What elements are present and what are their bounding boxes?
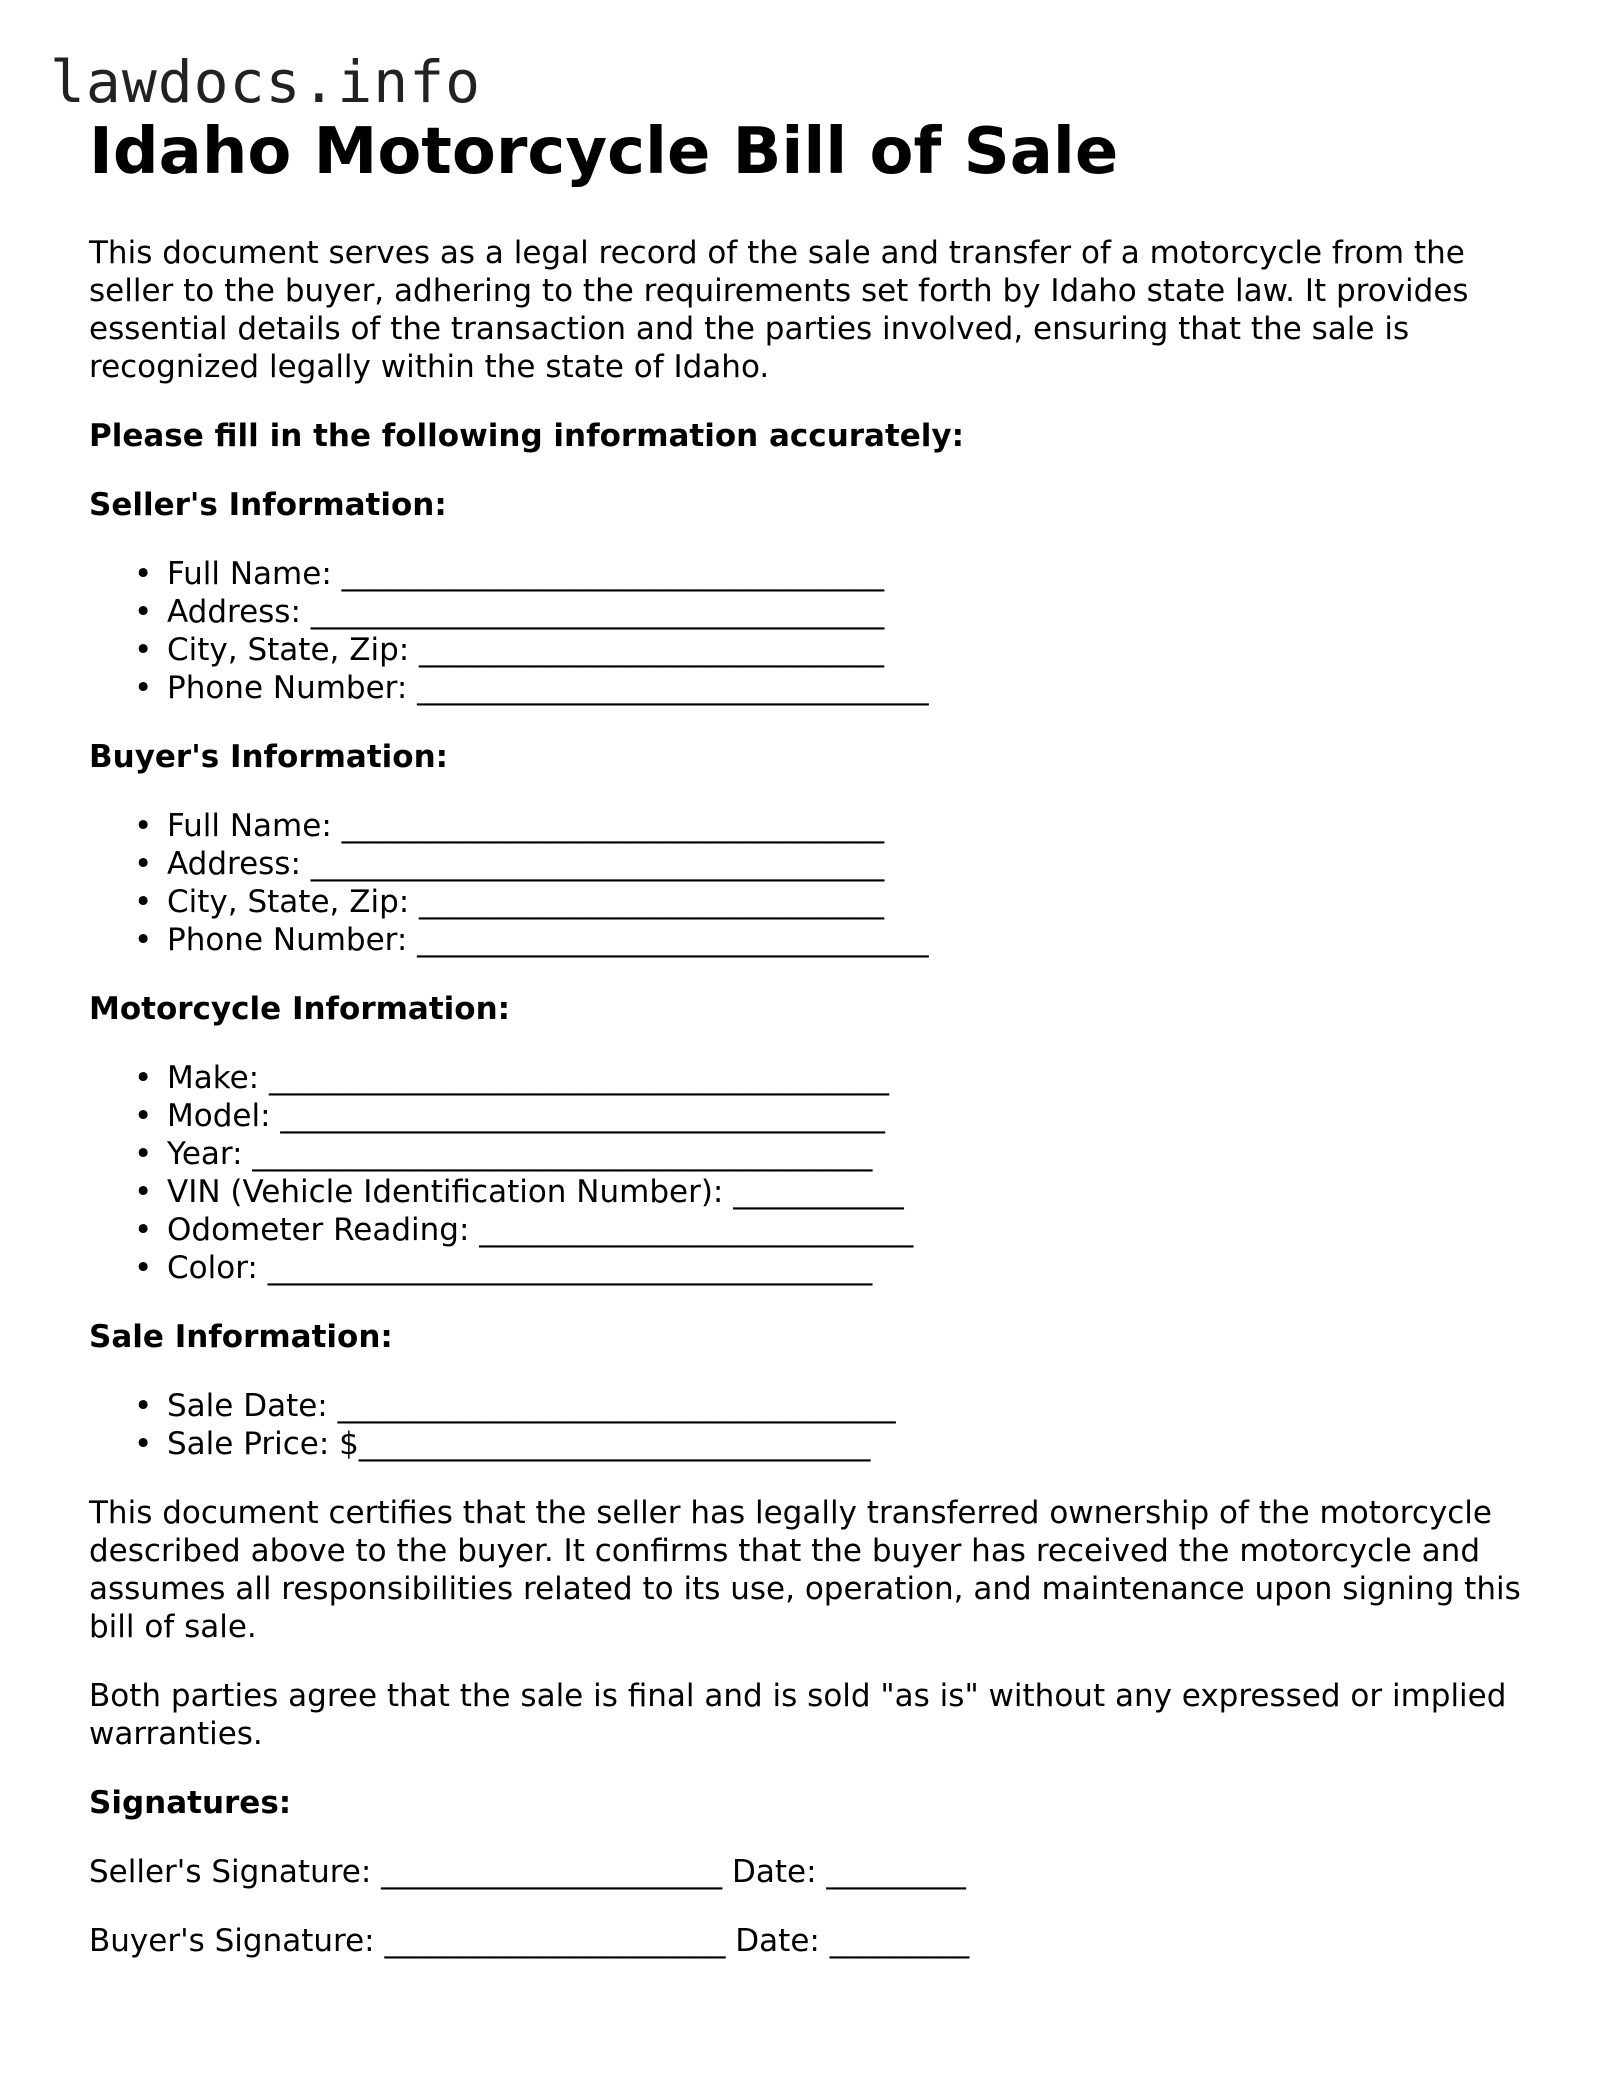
sale-date-field[interactable]: [89, 1387, 1539, 1425]
bullet-icon: •: [134, 556, 153, 592]
motorcycle-section-heading: Motorcycle Information:: [89, 991, 511, 1027]
seller-section-heading: Seller's Information:: [89, 487, 447, 523]
bullet-icon: •: [134, 808, 153, 844]
buyer-full-name-field[interactable]: [89, 807, 1539, 845]
bullet-icon: •: [134, 1174, 153, 1210]
sale-fields-list: [89, 1387, 1539, 1463]
field-label: Model: _______________________________________: [167, 1098, 885, 1134]
bullet-icon: •: [134, 1426, 153, 1462]
bullet-icon: •: [134, 884, 153, 920]
seller-phone-field[interactable]: [89, 669, 1539, 707]
bullet-icon: •: [134, 1250, 153, 1286]
bullet-icon: •: [134, 632, 153, 668]
motorcycle-vin-field[interactable]: [89, 1173, 1539, 1211]
field-label: Color: _______________________________________: [167, 1250, 873, 1286]
seller-fields-list: [89, 555, 1539, 707]
buyer-address-field[interactable]: [89, 845, 1539, 883]
seller-city-state-zip-field[interactable]: [89, 631, 1539, 669]
field-label: City, State, Zip: ______________________________: [167, 884, 885, 920]
seller-signature-line[interactable]: Seller's Signature: ______________________ Date: _________: [89, 1854, 966, 1890]
field-label: Phone Number: _________________________________: [167, 670, 929, 706]
seller-address-field[interactable]: [89, 593, 1539, 631]
motorcycle-odometer-field[interactable]: [89, 1211, 1539, 1249]
field-label: Year: ________________________________________: [167, 1136, 873, 1172]
field-label: Address: _____________________________________: [167, 846, 885, 882]
motorcycle-year-field[interactable]: [89, 1135, 1539, 1173]
motorcycle-make-field[interactable]: [89, 1059, 1539, 1097]
sale-section-heading: Sale Information:: [89, 1319, 393, 1355]
document-body: [89, 110, 1539, 1960]
as-is-paragraph: Both parties agree that the sale is final and is sold "as is" without any expressed or implied warranties.: [89, 1678, 1507, 1752]
motorcycle-color-field[interactable]: [89, 1249, 1539, 1287]
field-label: City, State, Zip: ______________________________: [167, 632, 885, 668]
buyer-signature-line[interactable]: Buyer's Signature: ______________________ Date: _________: [89, 1923, 970, 1959]
intro-paragraph: This document serves as a legal record of the sale and transfer of a motorcycle from the seller to the buyer, adhering to the requirements set forth by Idaho state law. It provides essential details of the transaction and the parties involved, ensuring that the sale is recognized legally within the state of Idaho.: [89, 235, 1469, 385]
field-label: Odometer Reading: ____________________________: [167, 1212, 914, 1248]
buyer-phone-field[interactable]: [89, 921, 1539, 959]
certification-paragraph: This document certifies that the seller has legally transferred ownership of the motorcycle described above to the buyer. It confirms that the buyer has received the motorcycle and assumes all responsibilities related to its use, operation, and maintenance upon signing this bill of sale.: [89, 1495, 1521, 1645]
buyer-section-heading: Buyer's Information:: [89, 739, 449, 775]
bullet-icon: •: [134, 594, 153, 630]
field-label: VIN (Vehicle Identification Number): ___________: [167, 1174, 904, 1210]
buyer-city-state-zip-field[interactable]: [89, 883, 1539, 921]
sale-price-field[interactable]: [89, 1425, 1539, 1463]
bullet-icon: •: [134, 1136, 153, 1172]
field-label: Address: _____________________________________: [167, 594, 885, 630]
field-label: Make: ________________________________________: [167, 1060, 889, 1096]
bullet-icon: •: [134, 846, 153, 882]
field-label: Phone Number: _________________________________: [167, 922, 929, 958]
field-label: Sale Date: ____________________________________: [167, 1388, 896, 1424]
bullet-icon: •: [134, 1098, 153, 1134]
field-label: Sale Price: $_________________________________: [167, 1426, 871, 1462]
bullet-icon: •: [134, 670, 153, 706]
motorcycle-model-field[interactable]: [89, 1097, 1539, 1135]
document-title: Idaho Motorcycle Bill of Sale: [89, 115, 1119, 189]
seller-full-name-field[interactable]: [89, 555, 1539, 593]
bullet-icon: •: [134, 922, 153, 958]
motorcycle-fields-list: [89, 1059, 1539, 1287]
signatures-heading: Signatures:: [89, 1785, 292, 1821]
buyer-fields-list: [89, 807, 1539, 959]
bullet-icon: •: [134, 1060, 153, 1096]
field-label: Full Name: ___________________________________: [167, 556, 885, 592]
bullet-icon: •: [134, 1212, 153, 1248]
field-label: Full Name: ___________________________________: [167, 808, 885, 844]
site-watermark: lawdocs.info: [50, 48, 482, 116]
bullet-icon: •: [134, 1388, 153, 1424]
fill-instruction: Please fill in the following information accurately:: [89, 418, 965, 454]
